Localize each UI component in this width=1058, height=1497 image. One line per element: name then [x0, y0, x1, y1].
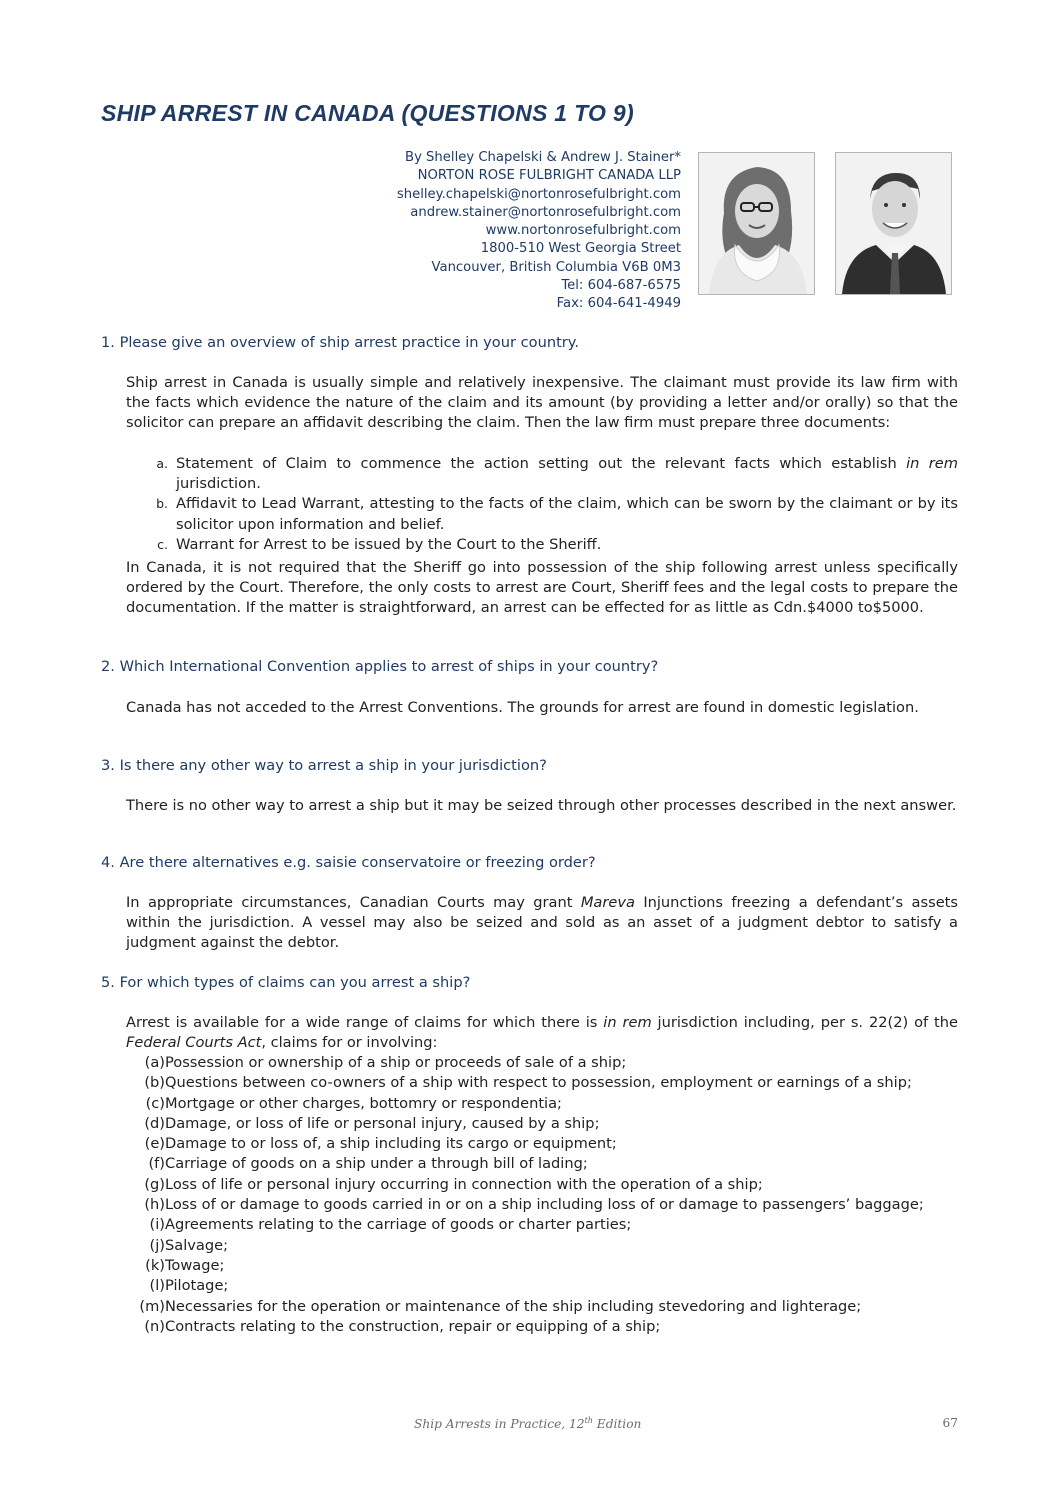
- q1-closing-paragraph: In Canada, it is not required that the Sheriff go into possession of the ship following arrest unless specifically ordered by the Court. Therefore, the only costs to arrest are Court, Sheriff fees and the legal costs to prepare the documentation. If the matter is straightforward, an arrest can be effected for as little as Cdn.$4000 to$5000.: [126, 559, 958, 617]
- q1-intro-paragraph: Ship arrest in Canada is usually simple and relatively inexpensive. The claimant must provide its law firm with the facts which evidence the nature of the claim and its amount (by providing a letter and/or orally) so that the solicitor can prepare an affidavit describing the claim. Then the law firm must prepare three documents:: [126, 374, 958, 432]
- claim-text: Carriage of goods on a ship under a through bill of lading;: [165, 1155, 588, 1173]
- claim-list-item: [126, 1053, 958, 1073]
- claim-label: (g): [144, 1175, 165, 1193]
- portrait-man-icon: [836, 153, 951, 294]
- q3-answer: There is no other way to arrest a ship but it may be seized through other processes described in the next answer.: [126, 797, 957, 814]
- question-5-heading: 5. For which types of claims can you arrest a ship?: [101, 974, 471, 991]
- email-link-shelley[interactable]: shelley.chapelski@nortonrosefulbright.com: [396, 186, 681, 202]
- page-number: 67: [942, 1416, 958, 1430]
- q5-intro: Arrest is available for a wide range of claims for which there is in rem jurisdiction including, per s. 22(2) of the Federal Courts Act, claims for or involving:: [126, 1014, 958, 1052]
- firm-name: NORTON ROSE FULBRIGHT CANADA LLP: [417, 168, 681, 184]
- claim-list-item: [126, 1114, 958, 1134]
- claim-label: (m): [139, 1297, 165, 1315]
- claim-text: Damage, or loss of life or personal injury, caused by a ship;: [165, 1114, 600, 1132]
- list-item-text: Affidavit to Lead Warrant, attesting to the facts of the claim, which can be sworn by the claimant or by its solicitor upon information and belief.: [176, 495, 958, 533]
- claim-label: (j): [149, 1236, 165, 1254]
- claim-text: Necessaries for the operation or maintenance of the ship including stevedoring and lighterage;: [165, 1297, 862, 1315]
- claim-label: (d): [144, 1114, 165, 1132]
- claim-label: (n): [144, 1317, 165, 1335]
- list-item-label: c.: [157, 536, 168, 552]
- list-item-label: b.: [156, 496, 168, 512]
- fax-number: Fax: 604-641-4949: [556, 296, 681, 312]
- claim-text: Loss of or damage to goods carried in or on a ship including loss of or damage to passengers’ baggage;: [165, 1196, 924, 1214]
- claim-label: (b): [144, 1074, 165, 1092]
- question-4-heading: 4. Are there alternatives e.g. saisie conservatoire or freezing order?: [101, 854, 596, 871]
- address-city: Vancouver, British Columbia V6B 0M3: [431, 259, 681, 275]
- claim-label: (h): [144, 1196, 165, 1214]
- list-item: [126, 535, 958, 555]
- list-item-text: Statement of Claim to commence the action setting out the relevant facts which establish in rem jurisdiction.: [176, 455, 958, 493]
- portrait-woman-icon: [699, 153, 814, 294]
- claim-text: Salvage;: [165, 1236, 228, 1254]
- claim-text: Loss of life or personal injury occurring in connection with the operation of a ship;: [165, 1175, 763, 1193]
- q2-answer: Canada has not acceded to the Arrest Conventions. The grounds for arrest are found in domestic legislation.: [126, 699, 919, 716]
- question-3-heading: 3. Is there any other way to arrest a ship in your jurisdiction?: [101, 757, 547, 774]
- list-item-text: Warrant for Arrest to be issued by the Court to the Sheriff.: [176, 535, 602, 553]
- list-item: [126, 454, 958, 494]
- claim-list-item: [126, 1276, 958, 1296]
- claim-text: Agreements relating to the carriage of goods or charter parties;: [165, 1216, 632, 1234]
- claim-text: Questions between co-owners of a ship with respect to possession, employment or earnings of a ship;: [165, 1074, 912, 1092]
- claim-text: Mortgage or other charges, bottomry or respondentia;: [165, 1094, 562, 1112]
- page-title: SHIP ARREST IN CANADA (QUESTIONS 1 TO 9): [101, 100, 634, 126]
- claim-label: (k): [145, 1256, 165, 1274]
- list-item: [126, 494, 958, 534]
- claim-label: (a): [144, 1054, 165, 1071]
- claim-text: Damage to or loss of, a ship including its cargo or equipment;: [165, 1135, 617, 1153]
- question-2-heading: 2. Which International Convention applies to arrest of ships in your country?: [101, 658, 659, 675]
- claim-list-item: [126, 1094, 958, 1114]
- address-street: 1800-510 West Georgia Street: [480, 241, 681, 257]
- claim-text: Towage;: [165, 1256, 225, 1274]
- claim-list-item: [126, 1317, 958, 1337]
- email-link-andrew[interactable]: andrew.stainer@nortonrosefulbright.com: [410, 204, 681, 220]
- question-1-heading: 1. Please give an overview of ship arrest practice in your country.: [101, 334, 579, 351]
- claim-label: (c): [145, 1094, 165, 1112]
- claim-list-item: [126, 1154, 958, 1174]
- tel-number: Tel: 604-687-6575: [561, 278, 681, 294]
- claim-list-item: [126, 1175, 958, 1195]
- q1-document-list: [126, 454, 958, 555]
- claim-label: (e): [144, 1135, 165, 1153]
- footer-publication-title: Ship Arrests in Practice, 12th Edition: [414, 1416, 642, 1432]
- author-photo-andrew: [835, 152, 952, 295]
- claim-label: (l): [149, 1277, 165, 1295]
- q4-answer: In appropriate circumstances, Canadian Courts may grant Mareva Injunctions freezing a defendant’s assets within the jurisdiction. A vessel may also be seized and sold as an asset of a judgment debtor to satisfy a judgment against the debtor.: [126, 894, 959, 952]
- claim-list-item: [126, 1215, 958, 1235]
- claim-label: (i): [149, 1216, 165, 1234]
- claim-list-item: [126, 1195, 958, 1215]
- claim-list-item: [126, 1236, 958, 1256]
- list-item-label: a.: [156, 456, 168, 471]
- website-link[interactable]: www.nortonrosefulbright.com: [485, 223, 681, 239]
- claim-list-item: [126, 1256, 958, 1276]
- q5-claims-list: [126, 1053, 958, 1337]
- claim-list-item: [126, 1297, 958, 1317]
- author-photo-shelley: [698, 152, 815, 295]
- claim-list-item: [126, 1073, 958, 1093]
- claim-text: Pilotage;: [165, 1277, 229, 1295]
- claim-text: Contracts relating to the construction, repair or equipping of a ship;: [165, 1317, 661, 1335]
- author-contact-block: [397, 149, 681, 314]
- author-line: By Shelley Chapelski & Andrew J. Stainer*: [405, 150, 681, 165]
- claim-list-item: [126, 1134, 958, 1154]
- claim-text: Possession or ownership of a ship or proceeds of sale of a ship;: [165, 1054, 627, 1071]
- claim-label: (f): [148, 1155, 165, 1173]
